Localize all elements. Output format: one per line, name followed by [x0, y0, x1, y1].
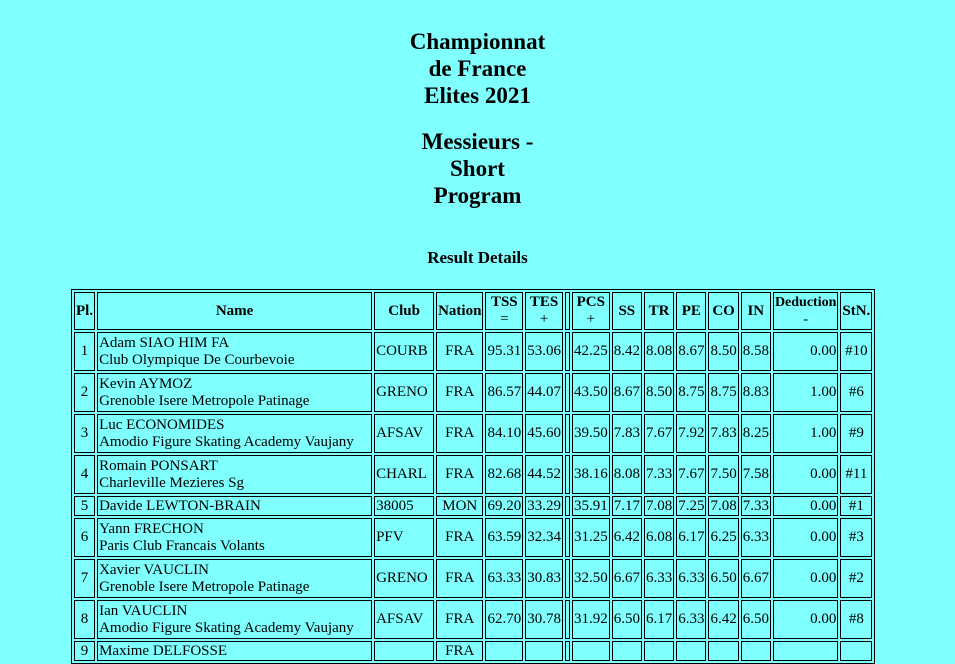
nation-cell: FRA: [436, 455, 483, 494]
placement-cell: 4: [74, 455, 95, 494]
in-cell: 8.58: [741, 332, 771, 371]
club-cell: COURB: [374, 332, 434, 371]
table-row: [74, 414, 872, 453]
co-cell: 8.50: [708, 332, 738, 371]
pe-cell: 7.67: [676, 455, 706, 494]
table-row: [74, 518, 872, 557]
co-cell: 6.25: [708, 518, 738, 557]
title-line: de France: [428, 56, 527, 81]
tes-cell: 32.34: [525, 518, 563, 557]
col-header-tes: TES +: [525, 292, 563, 330]
deduction-cell: 0.00: [773, 518, 838, 557]
ss-cell: 6.42: [612, 518, 642, 557]
placement-cell: 2: [74, 373, 95, 412]
table-row: [74, 641, 872, 661]
tr-cell: 7.67: [644, 414, 674, 453]
placement-cell: 8: [74, 600, 95, 639]
pcs-cell: 31.92: [572, 600, 610, 639]
skater-club-full: Amodio Figure Skating Academy Vaujany: [99, 433, 354, 450]
deduction-cell: 0.00: [773, 496, 838, 516]
tss-cell: 86.57: [485, 373, 523, 412]
skater-club-full: Grenoble Isere Metropole Patinage: [99, 392, 310, 409]
skater-cell: [97, 600, 372, 639]
in-cell: 8.83: [741, 373, 771, 412]
co-cell: 8.75: [708, 373, 738, 412]
tss-cell: 63.59: [485, 518, 523, 557]
skater-name: Kevin AYMOZ: [99, 375, 193, 392]
pe-cell: 7.25: [676, 496, 706, 516]
tss-cell: 95.31: [485, 332, 523, 371]
in-cell: 6.33: [741, 518, 771, 557]
tr-cell: 6.17: [644, 600, 674, 639]
spacer-cell: [565, 496, 570, 516]
col-header-tss: TSS =: [485, 292, 523, 330]
pcs-cell: [572, 641, 610, 661]
title-line: Elites 2021: [424, 83, 531, 108]
tss-cell: 82.68: [485, 455, 523, 494]
placement-cell: 9: [74, 641, 95, 661]
tes-cell: [525, 641, 563, 661]
ss-cell: 7.17: [612, 496, 642, 516]
placement-cell: 7: [74, 559, 95, 598]
skater-club-full: Club Olympique De Courbevoie: [99, 351, 295, 368]
spacer-cell: [565, 559, 570, 598]
tr-cell: 7.33: [644, 455, 674, 494]
col-header-club: Club: [374, 292, 434, 330]
co-cell: 6.42: [708, 600, 738, 639]
skater-club-full: Grenoble Isere Metropole Patinage: [99, 578, 310, 595]
table-row: [74, 332, 872, 371]
col-header-pe: PE: [676, 292, 706, 330]
tes-cell: 30.83: [525, 559, 563, 598]
co-cell: 7.83: [708, 414, 738, 453]
skater-cell: [97, 518, 372, 557]
event-line: Messieurs -: [421, 129, 534, 154]
tes-cell: 53.06: [525, 332, 563, 371]
in-cell: [741, 641, 771, 661]
tr-cell: 7.08: [644, 496, 674, 516]
co-cell: [708, 641, 738, 661]
tr-cell: 6.33: [644, 559, 674, 598]
deduction-cell: 1.00: [773, 414, 838, 453]
title-line: Championnat: [409, 29, 546, 54]
spacer-cell: [565, 600, 570, 639]
in-cell: 7.33: [741, 496, 771, 516]
col-header-deduction: Deduction -: [773, 292, 838, 330]
result-details-heading: Result Details: [427, 248, 528, 267]
pe-cell: 6.33: [676, 559, 706, 598]
ss-cell: 6.67: [612, 559, 642, 598]
club-cell: AFSAV: [374, 600, 434, 639]
col-header-nation: Nation: [436, 292, 483, 330]
deduction-cell: 0.00: [773, 559, 838, 598]
pe-cell: [676, 641, 706, 661]
tss-cell: 69.20: [485, 496, 523, 516]
skater-club-full: Paris Club Francais Volants: [99, 537, 265, 554]
skater-name: Yann FRECHON: [99, 520, 204, 537]
table-row: [74, 559, 872, 598]
start-number-cell: #6: [840, 373, 872, 412]
skater-cell: [97, 332, 372, 371]
tr-cell: 8.50: [644, 373, 674, 412]
nation-cell: FRA: [436, 559, 483, 598]
tr-cell: 8.08: [644, 332, 674, 371]
pcs-cell: 39.50: [572, 414, 610, 453]
skater-cell: [97, 414, 372, 453]
table-row: [74, 373, 872, 412]
start-number-cell: #11: [840, 455, 872, 494]
table-header-row: [74, 292, 872, 330]
col-header-pcs: PCS +: [572, 292, 610, 330]
start-number-cell: #9: [840, 414, 872, 453]
table-row: [74, 455, 872, 494]
skater-club-full: Charleville Mezieres Sg: [99, 474, 245, 491]
placement-cell: 5: [74, 496, 95, 516]
col-header-ss: SS: [612, 292, 642, 330]
skater-cell: [97, 496, 372, 516]
deduction-cell: 0.00: [773, 332, 838, 371]
pcs-cell: 35.91: [572, 496, 610, 516]
in-cell: 6.67: [741, 559, 771, 598]
pe-cell: 7.92: [676, 414, 706, 453]
club-cell: GRENO: [374, 373, 434, 412]
skater-name: Maxime DELFOSSE: [99, 642, 228, 659]
pcs-cell: 43.50: [572, 373, 610, 412]
event-title: [0, 128, 955, 209]
ss-cell: 6.50: [612, 600, 642, 639]
spacer-cell: [565, 455, 570, 494]
pcs-cell: 31.25: [572, 518, 610, 557]
nation-cell: FRA: [436, 414, 483, 453]
pe-cell: 6.33: [676, 600, 706, 639]
skater-name: Ian VAUCLIN: [99, 602, 188, 619]
tss-cell: 62.70: [485, 600, 523, 639]
spacer-cell: [565, 518, 570, 557]
tes-cell: 45.60: [525, 414, 563, 453]
skater-name: Xavier VAUCLIN: [99, 561, 209, 578]
col-header-name: Name: [97, 292, 372, 330]
club-cell: 38005: [374, 496, 434, 516]
ss-cell: [612, 641, 642, 661]
deduction-cell: 0.00: [773, 600, 838, 639]
placement-cell: 3: [74, 414, 95, 453]
spacer-cell: [565, 332, 570, 371]
pe-cell: 6.17: [676, 518, 706, 557]
competition-title: [0, 28, 955, 109]
ss-cell: 8.67: [612, 373, 642, 412]
col-header-in: IN: [741, 292, 771, 330]
co-cell: 7.08: [708, 496, 738, 516]
in-cell: 6.50: [741, 600, 771, 639]
skater-club-full: Amodio Figure Skating Academy Vaujany: [99, 619, 354, 636]
pcs-cell: 38.16: [572, 455, 610, 494]
tes-cell: 30.78: [525, 600, 563, 639]
start-number-cell: #1: [840, 496, 872, 516]
tss-cell: 84.10: [485, 414, 523, 453]
placement-cell: 6: [74, 518, 95, 557]
spacer-cell: [565, 414, 570, 453]
results-table: [71, 289, 875, 664]
pe-cell: 8.75: [676, 373, 706, 412]
skater-cell: [97, 455, 372, 494]
start-number-cell: #2: [840, 559, 872, 598]
nation-cell: FRA: [436, 600, 483, 639]
nation-cell: MON: [436, 496, 483, 516]
ss-cell: 8.08: [612, 455, 642, 494]
club-cell: GRENO: [374, 559, 434, 598]
spacer-cell: [565, 292, 570, 330]
club-cell: CHARL: [374, 455, 434, 494]
start-number-cell: #3: [840, 518, 872, 557]
start-number-cell: #8: [840, 600, 872, 639]
deduction-cell: 1.00: [773, 373, 838, 412]
nation-cell: FRA: [436, 641, 483, 661]
co-cell: 7.50: [708, 455, 738, 494]
pcs-cell: 32.50: [572, 559, 610, 598]
skater-name: Davide LEWTON-BRAIN: [99, 497, 261, 514]
ss-cell: 7.83: [612, 414, 642, 453]
placement-cell: 1: [74, 332, 95, 371]
tr-cell: 6.08: [644, 518, 674, 557]
deduction-cell: 0.00: [773, 455, 838, 494]
spacer-cell: [565, 373, 570, 412]
ss-cell: 8.42: [612, 332, 642, 371]
start-number-cell: [840, 641, 872, 661]
col-header-co: CO: [708, 292, 738, 330]
pcs-cell: 42.25: [572, 332, 610, 371]
nation-cell: FRA: [436, 332, 483, 371]
table-row: [74, 496, 872, 516]
skater-cell: [97, 559, 372, 598]
tss-cell: [485, 641, 523, 661]
nation-cell: FRA: [436, 518, 483, 557]
club-cell: AFSAV: [374, 414, 434, 453]
skater-cell: [97, 641, 372, 661]
tes-cell: 44.07: [525, 373, 563, 412]
event-line: Short: [450, 156, 505, 181]
event-line: Program: [433, 183, 522, 208]
table-row: [74, 600, 872, 639]
deduction-cell: [773, 641, 838, 661]
skater-cell: [97, 373, 372, 412]
club-cell: PFV: [374, 518, 434, 557]
tes-cell: 33.29: [525, 496, 563, 516]
skater-name: Adam SIAO HIM FA: [99, 334, 230, 351]
tr-cell: [644, 641, 674, 661]
in-cell: 8.25: [741, 414, 771, 453]
skater-name: Romain PONSART: [99, 457, 218, 474]
tss-cell: 63.33: [485, 559, 523, 598]
pe-cell: 8.67: [676, 332, 706, 371]
start-number-cell: #10: [840, 332, 872, 371]
club-cell: [374, 641, 434, 661]
skater-name: Luc ECONOMIDES: [99, 416, 225, 433]
co-cell: 6.50: [708, 559, 738, 598]
nation-cell: FRA: [436, 373, 483, 412]
col-header-tr: TR: [644, 292, 674, 330]
tes-cell: 44.52: [525, 455, 563, 494]
in-cell: 7.58: [741, 455, 771, 494]
col-header-stn: StN.: [840, 292, 872, 330]
col-header-pl: Pl.: [74, 292, 95, 330]
spacer-cell: [565, 641, 570, 661]
